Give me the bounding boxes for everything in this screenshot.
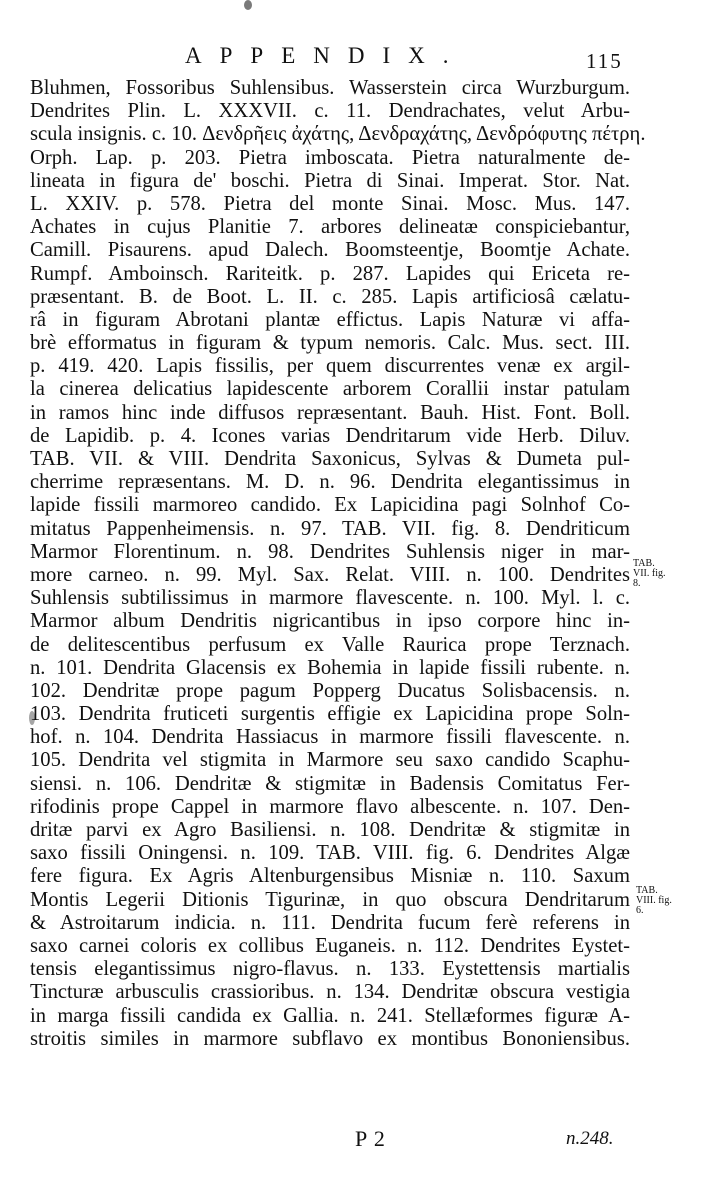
text-line: de Lapidib. p. 4. Icones varias Dendritarum vide Herb. Diluv. — [30, 424, 630, 447]
text-line: p. 419. 420. Lapis fissilis, per quem discurrentes venæ ex argil- — [30, 355, 630, 378]
text-line: Rumpf. Amboinsch. Rariteitk. p. 287. Lapides qui Ericeta re- — [30, 262, 630, 285]
text-line: L. XXIV. p. 578. Pietra del monte Sinai. Mosc. Mus. 147. — [30, 192, 630, 215]
text-line: & Astroitarum indicia. n. 111. Dendrita fucum ferè referens in — [30, 911, 630, 934]
text-line: tensis elegantissimus nigro-flavus. n. 133. Eystettensis martialis — [30, 958, 630, 981]
text-line: la cinerea delicatius lapidescente arborem Corallii instar patulam — [30, 378, 630, 401]
text-line: Marmor Florentinum. n. 98. Dendrites Suhlensis niger in mar- — [30, 540, 630, 563]
text-line: 103. Dendrita fruticeti surgentis effigie ex Lapicidina prope Soln- — [30, 703, 630, 726]
text-line: mitatus Pappenheimensis. n. 97. TAB. VII. fig. 8. Dendriticum — [30, 517, 630, 540]
text-line: Tincturæ arbusculis crassioribus. n. 134. Dendritæ obscura vestigia — [30, 981, 630, 1004]
text-line: saxo carnei coloris ex collibus Euganeis. n. 112. Dendrites Eystet- — [30, 934, 630, 957]
ink-speck — [244, 0, 252, 10]
text-line: saxo fissili Oningensi. n. 109. TAB. VIII. fig. 6. Dendrites Algæ — [30, 842, 630, 865]
text-line: râ in figuram Abrotani plantæ effictus. Lapis Naturæ vi affa- — [30, 308, 630, 331]
text-line: cherrime repræsentans. M. D. n. 96. Dendrita elegantissimus in — [30, 471, 630, 494]
text-line: Achates in cujus Planitie 7. arbores delineatæ conspiciebantur, — [30, 216, 630, 239]
text-line: Orph. Lap. p. 203. Pietra imboscata. Pietra naturalmente de- — [30, 146, 630, 169]
text-line: fere figura. Ex Agris Altenburgensibus Misniæ n. 110. Saxum — [30, 865, 630, 888]
text-line: in marga fissili candida ex Gallia. n. 241. Stellæformes figuræ A- — [30, 1004, 630, 1027]
text-line: brè efformatus in figuram & typum nemoris. Calc. Mus. sect. III. — [30, 332, 630, 355]
catchword: n.248. — [566, 1128, 614, 1149]
text-line: siensi. n. 106. Dendritæ & stigmitæ in Badensis Comitatus Fer- — [30, 772, 630, 795]
text-line: dritæ parvi ex Agro Basiliensi. n. 108. Dendritæ & stigmitæ in — [30, 819, 630, 841]
margin-note: TAB. VIII. fig. 6. — [636, 885, 672, 916]
text-line: de delitescentibus perfusum ex Valle Raurica prope Terznach. — [30, 633, 630, 656]
text-line: hof. n. 104. Dendrita Hassiacus in marmore fissili flavescente. n. — [30, 726, 630, 749]
text-line: TAB. VII. & VIII. Dendrita Saxonicus, Sylvas & Dumeta pul- — [30, 448, 630, 470]
text-line: stroitis similes in marmore subflavo ex montibus Bononiensibus. — [30, 1027, 630, 1050]
text-line: præsentant. B. de Boot. L. II. c. 285. Lapis artificiosâ cælatu- — [30, 285, 630, 308]
text-line: 102. Dendritæ prope pagum Popperg Ducatus Solisbacensis. n. — [30, 679, 630, 702]
text-line: Marmor album Dendritis nigricantibus in ipso corpore hinc in- — [30, 610, 630, 633]
text-line: more carneo. n. 99. Myl. Sax. Relat. VIII. n. 100. Dendrites — [30, 563, 630, 586]
page-number: 115 — [586, 49, 623, 73]
text-line: Dendrites Plin. L. XXXVII. c. 11. Dendrachates, velut Arbu- — [30, 100, 630, 123]
text-line: Montis Legerii Ditionis Tigurinæ, in quo obscura Dendritarum — [30, 888, 630, 911]
text-line: Camill. Pisaurens. apud Dalech. Boomsteentje, Boomtje Achate. — [30, 239, 630, 262]
text-line: Bluhmen, Fossoribus Suhlensibus. Wasserstein circa Wurzburgum. — [30, 77, 630, 99]
text-line: rifodinis prope Cappel in marmore flavo albescente. n. 107. Den- — [30, 795, 630, 818]
text-line: in ramos hinc inde diffusos repræsentant. Bauh. Hist. Font. Boll. — [30, 401, 630, 424]
signature-mark: P 2 — [355, 1126, 386, 1151]
body-text — [30, 77, 646, 1051]
text-line: scula insignis. c. 10. Δενδρῆεις ἀχάτης, Δενδραχάτης, Δενδρόφυτης πέτρη. — [30, 123, 646, 146]
text-line: lineata in figura de' boschi. Pietra di Sinai. Imperat. Stor. Nat. — [30, 169, 630, 192]
running-head: APPENDIX. — [185, 43, 467, 68]
text-line: 105. Dendrita vel stigmita in Marmore seu saxo candido Scaphu- — [30, 749, 630, 772]
margin-note: TAB. VII. fig. 8. — [633, 558, 666, 589]
text-line: n. 101. Dendrita Glacensis ex Bohemia in lapide fissili rubente. n. — [30, 656, 630, 679]
text-line: lapide fissili marmoreo candido. Ex Lapicidina pagi Solnhof Co- — [30, 494, 630, 517]
text-line: Suhlensis subtilissimus in marmore flavescente. n. 100. Myl. l. c. — [30, 587, 630, 610]
